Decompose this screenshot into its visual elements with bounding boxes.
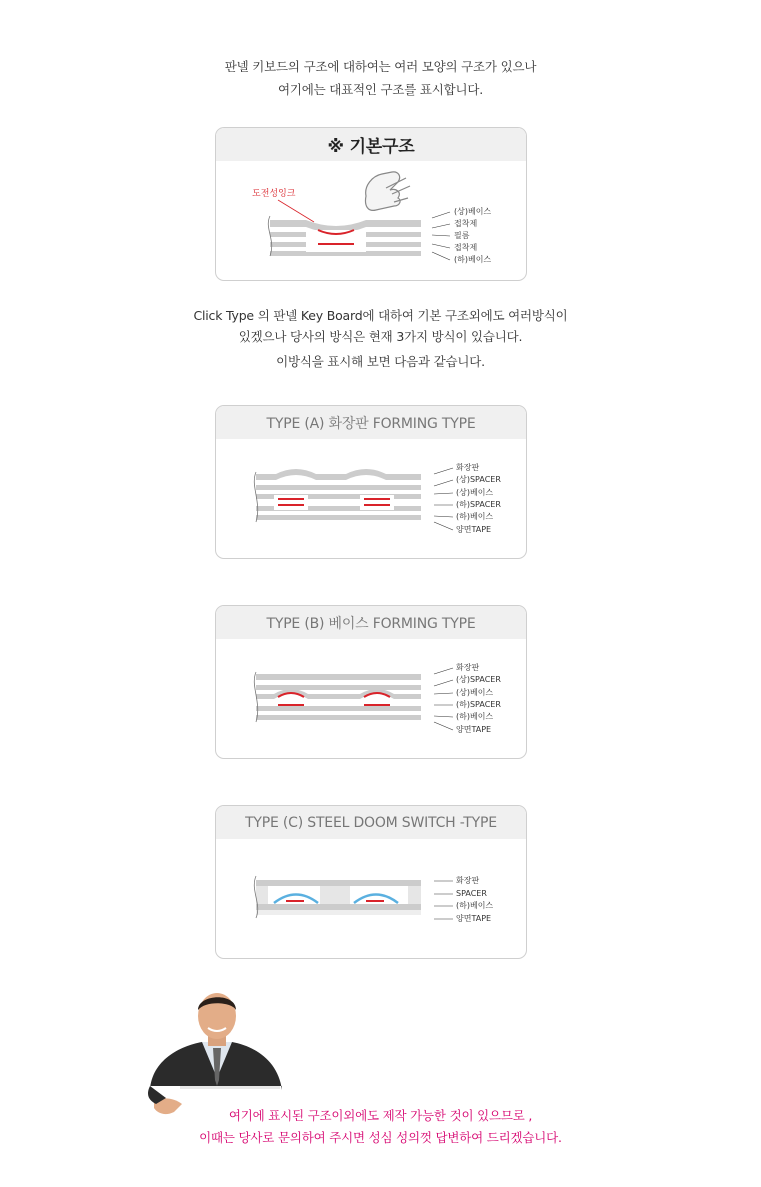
layer-label: (하)베이스 <box>456 712 494 721</box>
type-c-title: TYPE (C) STEEL DOOM SWITCH -TYPE <box>216 806 526 839</box>
type-b-title: TYPE (B) 베이스 FORMING TYPE <box>216 606 526 639</box>
layer-label: 접착제 <box>454 243 478 252</box>
layer-label: (상)베이스 <box>456 488 494 497</box>
layer-label: SPACER <box>456 889 487 898</box>
layer-label: (하)SPACER <box>456 500 501 509</box>
layer-label: (하)SPACER <box>456 700 501 709</box>
layer-label: 양면TAPE <box>456 914 492 923</box>
intro-line-1: 판넬 키보드의 구조에 대하여는 여러 모양의 구조가 있으나 <box>224 59 537 74</box>
basic-layer-labels <box>432 206 491 264</box>
intro-line-2: 여기에는 대표적인 구조를 표시합니다. <box>277 82 484 97</box>
promo-line-1: 여기에 표시된 구조이외에도 제작 가능한 것이 있으므로 , <box>228 1108 533 1123</box>
promo-line-2: 이때는 당사로 문의하여 주시면 성심 성의껏 답변하여 드리겠습니다. <box>199 1130 562 1145</box>
layer-label: 화장판 <box>456 463 480 472</box>
layer-label: 필름 <box>454 231 470 240</box>
type-b-diagram <box>216 606 526 758</box>
layer-label: (상)SPACER <box>456 675 501 684</box>
type-a-diagram <box>216 406 526 558</box>
type-b-card <box>215 605 527 759</box>
basic-structure-diagram <box>216 128 526 280</box>
type-a-title: TYPE (A) 화장판 FORMING TYPE <box>216 406 526 439</box>
layer-label: (하)베이스 <box>454 255 492 264</box>
layer-label: (하)베이스 <box>456 901 494 910</box>
layer-label: (하)베이스 <box>456 512 494 521</box>
middle-line-2: 있겠으나 당사의 방식은 현재 3가지 방식이 있습니다. <box>238 329 523 344</box>
layer-label: 화장판 <box>456 876 480 885</box>
ink-label: 도전성잉크 <box>252 189 296 199</box>
finger-press-icon <box>365 172 410 211</box>
type-c-card <box>215 805 527 959</box>
layer-label: 양면TAPE <box>456 725 492 734</box>
basic-structure-title: ※ 기본구조 <box>216 128 526 161</box>
layer-label: (상)베이스 <box>454 207 492 216</box>
middle-line-1: Click Type 의 판넬 Key Board에 대하여 기본 구조외에도 여러방식이 <box>193 308 568 323</box>
layer-label: 접착제 <box>454 219 478 228</box>
layer-label: (상)베이스 <box>456 688 494 697</box>
layer-label: 양면TAPE <box>456 525 492 534</box>
layer-label: (상)SPACER <box>456 475 501 484</box>
type-a-card <box>215 405 527 559</box>
type-c-diagram <box>216 806 526 958</box>
middle-line-3: 이방식을 표시해 보면 다음과 같습니다. <box>276 354 485 369</box>
layer-label: 화장판 <box>456 663 480 672</box>
basic-structure-card <box>215 127 527 281</box>
